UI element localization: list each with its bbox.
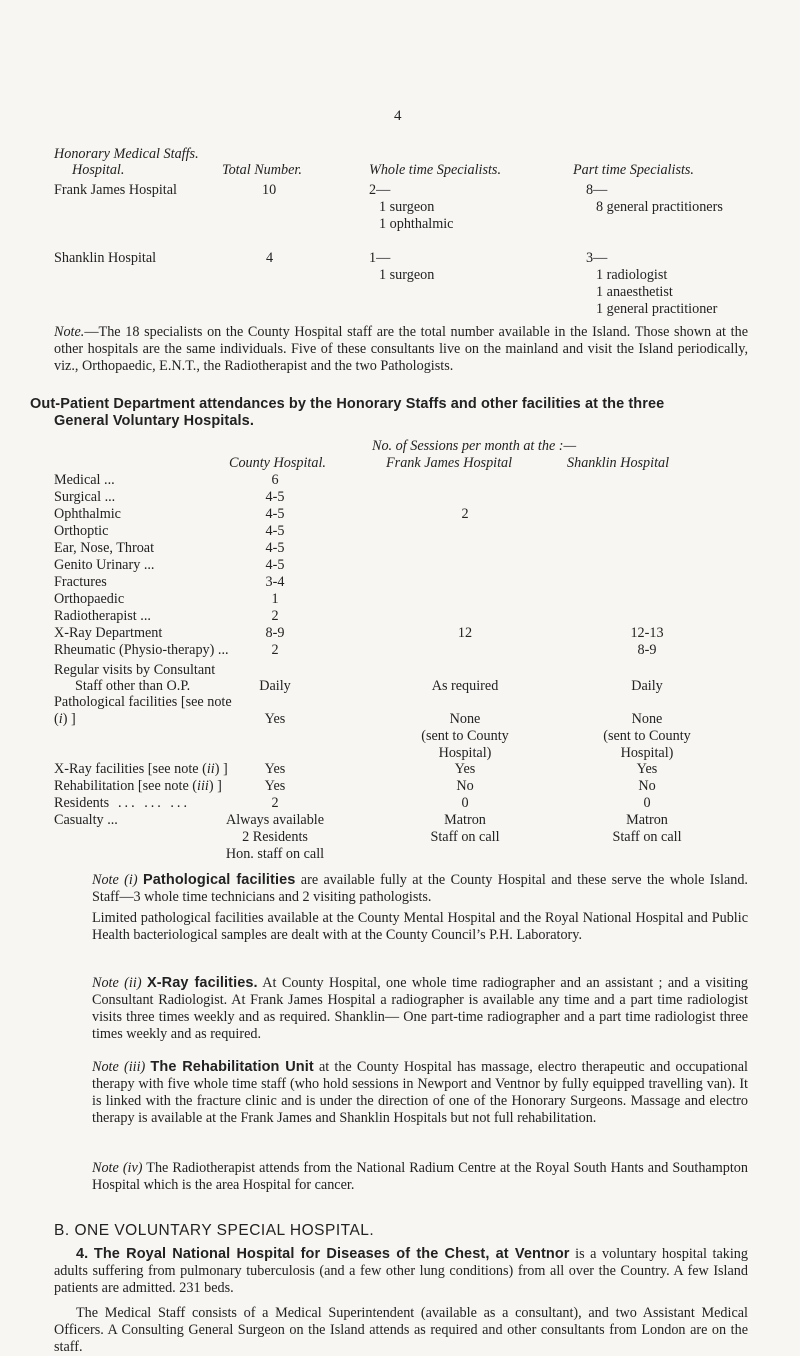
cell-shanklin: Daily <box>631 678 663 694</box>
note-iv <box>92 1160 748 1194</box>
cell-county: 1 <box>271 591 279 607</box>
cell-county: Hon. staff on call <box>225 846 325 862</box>
row-label-part: ii <box>206 761 215 777</box>
cell-county: 4-5 <box>265 489 285 505</box>
cell-frank: No <box>456 778 474 794</box>
cell-shanklin: Matron <box>626 812 668 828</box>
note-label: iv <box>127 1160 138 1176</box>
cell-county: 2 <box>271 642 279 658</box>
staff-header-whole-time: Whole time Specialists. <box>369 162 501 178</box>
staff-header-hospital: Honorary Medical Staffs. <box>54 146 199 162</box>
row-label: Ophthalmic <box>54 506 121 522</box>
cell-county: 8-9 <box>265 625 285 641</box>
staff-row-part-line: 8— <box>586 182 608 198</box>
cell-shanklin: 12-13 <box>630 625 664 641</box>
cell-frank: Matron <box>444 812 486 828</box>
cell-frank: None <box>449 711 481 727</box>
cell-county: 4-5 <box>265 523 285 539</box>
row-label-part: X-Ray facilities [see note ( <box>54 761 207 777</box>
staff-header-hospital-2: Hospital. <box>72 162 125 178</box>
row-label-part: i <box>58 711 63 727</box>
cell-frank: 2 <box>461 506 469 522</box>
outpatient-title-1: Out-Patient Department attendances by the Honorary Staffs and other facilities at the three <box>30 396 665 412</box>
cell-frank: Yes <box>454 761 476 777</box>
cell-frank: Hospital) <box>438 745 492 761</box>
cell-frank: (sent to County <box>421 728 509 744</box>
row-label: Residents <box>54 795 110 811</box>
cell-shanklin: 8-9 <box>637 642 657 658</box>
staff-row-hospital: Shanklin Hospital <box>54 250 157 266</box>
section-b-heading: B. ONE VOLUNTARY SPECIAL HOSPITAL. <box>54 1222 375 1239</box>
cell-frank: As required <box>431 678 499 694</box>
sessions-header: No. of Sessions per month at the :— <box>372 438 577 454</box>
note-label: ) <box>140 1059 151 1075</box>
col-header-county: County Hospital. <box>229 455 326 471</box>
staff-row-part-line: 1 general practitioner <box>596 301 718 317</box>
row-label: Medical ... <box>54 472 115 488</box>
cell-county: Always available <box>225 812 325 828</box>
staff-row-whole-line: 1 surgeon <box>379 199 435 215</box>
cell-frank: 12 <box>457 625 473 641</box>
note-label: ) <box>136 975 147 991</box>
note-label: ) <box>137 1160 143 1176</box>
section-b-para-2: The Medical Staff consists of a Medical Superintendent (available as a consultant), and two Assistant Medical Officers. A Consulting General Surgeon on the Island attends as required and other consultants from London are on the staff. <box>54 1305 748 1355</box>
col-header-shanklin: Shanklin Hospital <box>567 455 670 471</box>
cell-shanklin: None <box>631 711 663 727</box>
staff-row-whole-line: 1 ophthalmic <box>379 216 454 232</box>
note-label: Note ( <box>92 1160 128 1176</box>
page-number: 4 <box>394 108 402 124</box>
row-label-rehabilitation <box>54 778 222 795</box>
row-label: X-Ray Department <box>54 625 163 641</box>
cell-shanklin: Hospital) <box>620 745 674 761</box>
para-text: is a voluntary hospital taking adults suffering from pulmonary tuberculosis (and a few other lung conditions) from all over the Country. A few Island patients are admitted. 231 beds. <box>54 1246 748 1296</box>
staff-row-part-line: 1 radiologist <box>596 267 668 283</box>
row-label: Regular visits by Consultant <box>54 662 216 678</box>
row-label: Staff other than O.P. <box>75 678 191 694</box>
note-label: Note ( <box>92 975 129 991</box>
row-label-part: Rehabilitation [see note ( <box>54 778 198 794</box>
cell-shanklin: (sent to County <box>603 728 691 744</box>
note-label: iii <box>128 1059 141 1075</box>
cell-county: 2 <box>271 795 279 811</box>
note-heading: Pathological facilities <box>143 872 296 888</box>
staff-row-part-line: 1 anaesthetist <box>596 284 673 300</box>
col-header-frank: Frank James Hospital <box>386 455 513 471</box>
cell-county: 4-5 <box>265 557 285 573</box>
note-i <box>92 872 748 944</box>
row-label: Rheumatic (Physio-therapy) ... <box>54 642 229 658</box>
staff-note <box>54 324 748 375</box>
staff-header-total: Total Number. <box>222 162 302 178</box>
row-label: Pathological facilities [see note <box>54 694 232 710</box>
row-label: Genito Urinary ... <box>54 557 155 573</box>
cell-shanklin: Staff on call <box>612 829 682 845</box>
staff-note-label: Note. <box>54 324 85 340</box>
note-label: ) <box>132 872 143 888</box>
cell-shanklin: 0 <box>643 795 651 811</box>
note-iii <box>92 1059 748 1127</box>
staff-row-total: 10 <box>262 182 277 198</box>
row-label: Orthopaedic <box>54 591 125 607</box>
cell-county: Daily <box>259 678 291 694</box>
note-label: Note ( <box>92 1059 129 1075</box>
section-b-para-1 <box>54 1246 748 1297</box>
cell-county: 3-4 <box>265 574 285 590</box>
cell-county: 6 <box>271 472 279 488</box>
staff-row-hospital: Frank James Hospital <box>54 182 177 198</box>
row-label: Fractures <box>54 574 107 590</box>
note-text: are available fully at the County Hospital and these serve the whole Island. Staff—3 whole time technicians and 2 visiting pathologists. <box>92 872 748 905</box>
row-label-pathological-2 <box>54 711 76 728</box>
note-label: Note ( <box>92 872 129 888</box>
note-text: at the County Hospital has massage, electro therapeutic and occupational therapy with five whole time staff (who hold sessions in Newport and Ventnor by fully equipped travelling van). It is linked with the fracture clinic and is under the direction of one of the Honorary Surgeons. Massage and electro therapy is available at the Frank James and Shanklin Hospitals but not full rehabilitation. <box>92 1059 748 1126</box>
staff-row-part-line: 3— <box>586 250 608 266</box>
row-label-xray-facilities <box>54 761 228 778</box>
row-label: Casualty ... <box>54 812 118 828</box>
row-label-part: ) ] <box>62 711 76 727</box>
cell-county: Yes <box>264 761 286 777</box>
cell-county: 2 <box>271 608 279 624</box>
staff-header-part-time: Part time Specialists. <box>573 162 694 178</box>
hospital-name: The Royal National Hospital for Diseases of the Chest, at Ventnor <box>93 1246 570 1262</box>
note-ii <box>92 975 748 1043</box>
row-label: Radiotherapist ... <box>54 608 151 624</box>
note-heading: X-Ray facilities. <box>146 975 258 991</box>
note-text: At County Hospital, one whole time radiographer and an assistant ; and a visiting Consultant Radiologist. At Frank James Hospital a radiographer is available any time and a part time radiologist visits three times weekly and as required. Shanklin— One part-time radiographer and a part time radiologist three times weekly and as required. <box>92 975 749 1042</box>
row-label-part: ) ] <box>214 761 228 777</box>
cell-shanklin: No <box>638 778 656 794</box>
cell-frank: 0 <box>461 795 469 811</box>
cell-county: Yes <box>264 778 286 794</box>
cell-frank: Staff on call <box>430 829 500 845</box>
note-text-2: Limited pathological facilities available at the County Mental Hospital and the Royal National Hospital and Public Health bacteriological samples are dealt with at the County Council’s P.H. Laboratory. <box>92 910 748 943</box>
cell-county: 4-5 <box>265 540 285 556</box>
note-label: ii <box>128 975 137 991</box>
row-label-part: ( <box>54 711 59 727</box>
note-label: i <box>128 872 133 888</box>
row-label-part: ) ] <box>208 778 222 794</box>
staff-note-text: —The 18 specialists on the County Hospital staff are the total number available in the Island. Those shown at the other hospitals are the same individuals. Five of these consultants live on the mainland and visit the Island periodically, viz., Orthopaedic, E.N.T., the Radiotherapist and the two Pathologists. <box>54 324 748 374</box>
row-label: Orthoptic <box>54 523 109 539</box>
staff-row-whole-line: 1— <box>369 250 391 266</box>
row-label: Surgical ... <box>54 489 116 505</box>
staff-row-whole-line: 2— <box>369 182 391 198</box>
cell-shanklin: Yes <box>636 761 658 777</box>
para-number: 4. <box>76 1246 89 1262</box>
row-label-part: iii <box>197 778 209 794</box>
staff-row-whole-line: 1 surgeon <box>379 267 435 283</box>
leader-dots: ... ... ... <box>118 795 191 811</box>
cell-county: Yes <box>264 711 286 727</box>
note-text: The Radiotherapist attends from the National Radium Centre at the Royal South Hants and Southampton Hospital which is the area Hospital for cancer. <box>92 1160 748 1193</box>
staff-row-total: 4 <box>266 250 274 266</box>
staff-row-part-line: 8 general practitioners <box>596 199 723 215</box>
cell-county: 2 Residents <box>242 829 308 845</box>
row-label: Ear, Nose, Throat <box>54 540 155 556</box>
outpatient-title-2: General Voluntary Hospitals. <box>54 413 254 429</box>
cell-county: 4-5 <box>265 506 285 522</box>
note-heading: The Rehabilitation Unit <box>150 1059 314 1075</box>
